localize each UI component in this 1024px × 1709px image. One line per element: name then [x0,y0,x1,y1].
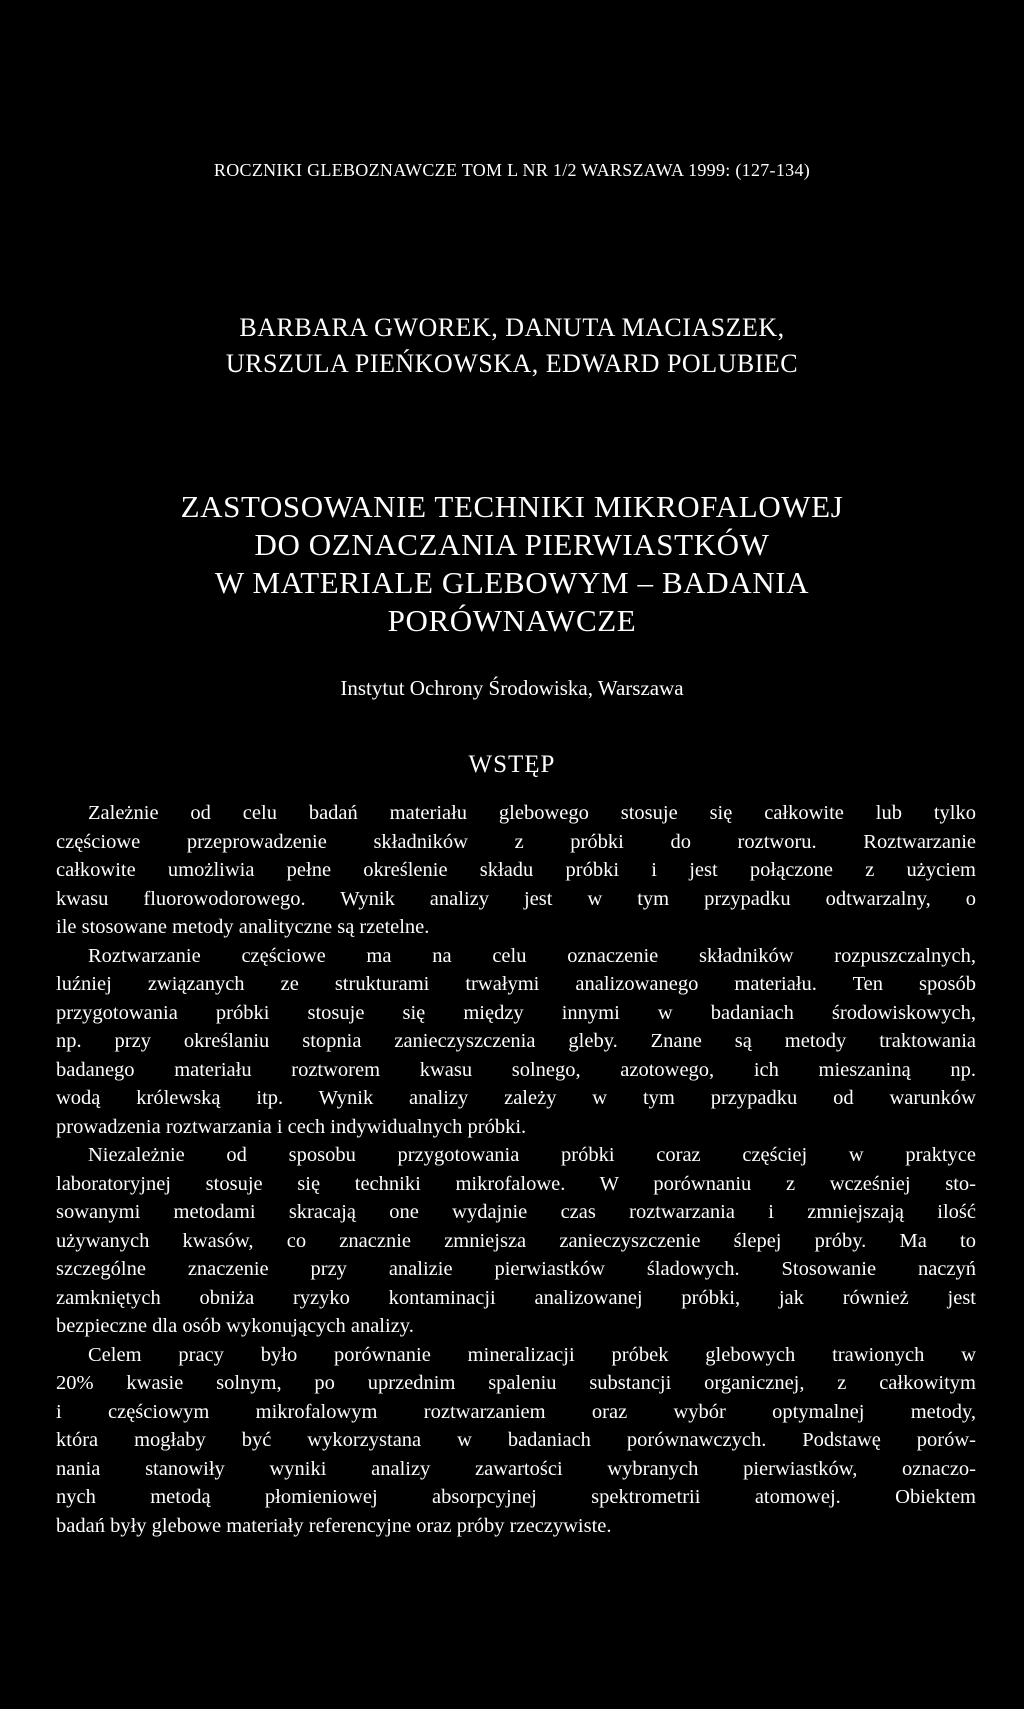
text-line: częściowe przeprowadzenie składników z próbki do roztworu. Roztwarzanie [56,830,976,853]
text-line: Niezależnie od sposobu przygotowania próbki coraz częściej w praktyce [88,1144,976,1166]
text-line: laboratoryjnej stosuje się techniki mikrofalowe. W porównaniu z wcześniej sto- [56,1172,976,1195]
running-header: ROCZNIKI GLEBOZNAWCZE TOM L NR 1/2 WARSZAWA 1999: (127-134) [213,160,811,180]
body-text [56,799,976,1540]
text-line: bezpieczne dla osób wykonujących analizy. [56,1315,414,1337]
text-line: używanych kwasów, co znacznie zmniejsza zanieczyszczenie ślepej próby. Ma to [56,1229,976,1252]
article-title [0,488,1024,640]
text-line: ile stosowane metody analityczne są rzetelne. [56,916,430,938]
text-line: luźniej związanych ze strukturami trwałymi analizowanego materiału. Ten sposób [56,973,976,995]
text-line: 20% kwasie solnym, po uprzednim spaleniu substancji organicznej, z całkowitym [56,1372,976,1394]
text-line: np. przy określaniu stopnia zanieczyszczenia gleby. Znane są metody traktowania [56,1030,976,1052]
title-line: DO OZNACZANIA PIERWIASTKÓW [254,527,770,562]
text-line: prowadzenia roztwarzania i cech indywidualnych próbki. [56,1115,527,1138]
text-line: zamkniętych obniża ryzyko kontaminacji analizowanej próbki, jak również jest [56,1286,976,1309]
section-heading: WSTĘP [468,751,556,778]
affiliation: Instytut Ochrony Środowiska, Warszawa [340,676,684,700]
text-line: Celem pracy było porównanie mineralizacji próbek glebowych trawionych w [88,1343,976,1366]
authors-block [0,310,1024,382]
text-line: nych metodą płomieniowej absorpcyjnej spektrometrii atomowej. Obiektem [56,1486,976,1508]
text-line: wodą królewską itp. Wynik analizy zależy w tym przypadku od warunków [56,1087,976,1109]
text-line: sowanymi metodami skracają one wydajnie czas roztwarzania i zmniejszają ilość [56,1201,976,1223]
title-line: ZASTOSOWANIE TECHNIKI MIKROFALOWEJ [180,489,844,524]
text-line: która mogłaby być wykorzystana w badaniach porównawczych. Podstawę porów- [56,1429,976,1451]
text-line: i częściowym mikrofalowym roztwarzaniem oraz wybór optymalnej metody, [56,1400,976,1423]
title-line: PORÓWNAWCZE [387,603,637,638]
authors-line: URSZULA PIEŃKOWSKA, EDWARD POLUBIEC [225,349,799,378]
text-line: badań były glebowe materiały referencyjne oraz próby rzeczywiste. [56,1514,612,1537]
text-line: szczególne znaczenie przy analizie pierwiastków śladowych. Stosowanie naczyń [56,1258,976,1280]
title-line: W MATERIALE GLEBOWYM – BADANIA [214,565,810,600]
text-line: całkowite umożliwia pełne określenie składu próbki i jest połączone z użyciem [56,859,976,881]
text-line: Zależnie od celu badań materiału glebowego stosuje się całkowite lub tylko [88,802,976,824]
text-line: przygotowania próbki stosuje się między innymi w badaniach środowiskowych, [56,1001,976,1024]
text-line: nania stanowiły wyniki analizy zawartości wybranych pierwiastków, oznaczo- [56,1457,976,1480]
text-line: badanego materiału roztworem kwasu solnego, azotowego, ich mieszaniną np. [56,1058,976,1081]
text-line: Roztwarzanie częściowe ma na celu oznaczenie składników rozpuszczalnych, [88,944,976,967]
authors-line: BARBARA GWOREK, DANUTA MACIASZEK, [239,313,785,342]
text-line: kwasu fluorowodorowego. Wynik analizy jest w tym przypadku odtwarzalny, o [56,887,976,910]
